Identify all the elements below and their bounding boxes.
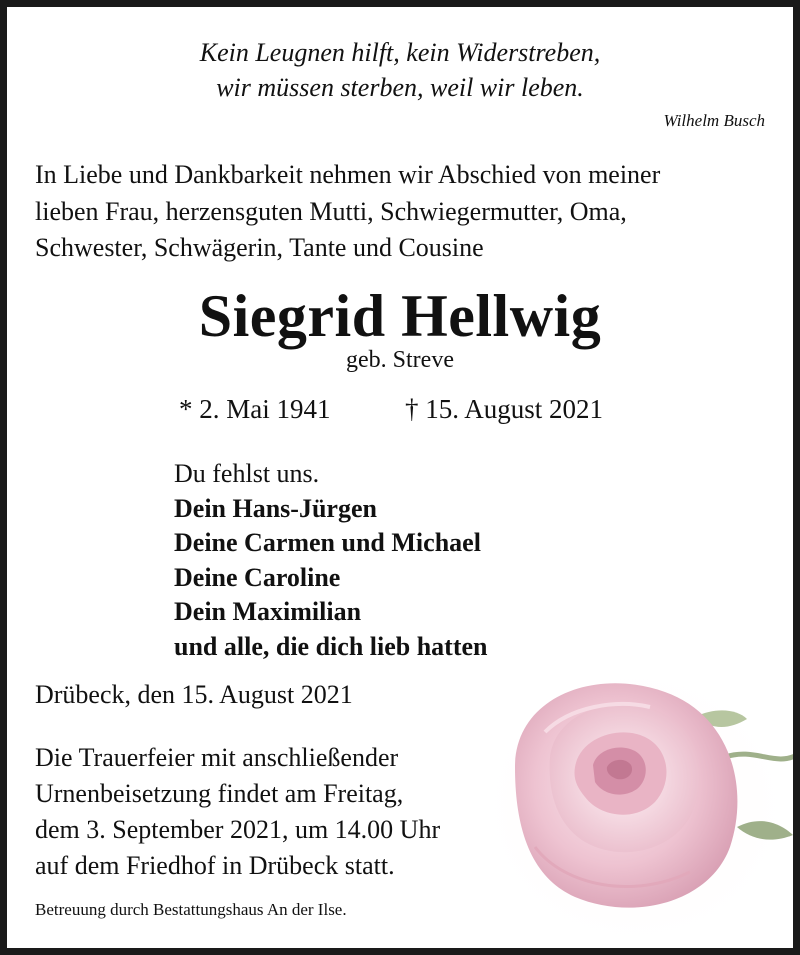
mourner-name: Deine Caroline [174,562,341,592]
mourner-name: Dein Maximilian [174,597,362,626]
intro-line-2: lieben Frau, herzensguten Mutti, Schwiegermutter, Oma, [35,196,627,226]
motto-author: Wilhelm Busch [663,111,765,130]
mourners-list [174,457,488,664]
service-line-4: auf dem Friedhof in Drübeck statt. [35,851,395,880]
service-line-3: dem 3. September 2021, um 14.00 Uhr [35,815,441,844]
mourner-name: und alle, die dich lieb hatten [174,631,488,661]
intro-line-3: Schwester, Schwägerin, Tante und Cousine [35,233,484,262]
service-info [35,740,440,884]
service-line-1: Die Trauerfeier mit anschließender [35,743,399,772]
rose-image [475,637,800,955]
intro-line-1: In Liebe und Dankbarkeit nehmen wir Abschied von meiner [35,160,661,189]
service-line-2: Urnenbeisetzung findet am Freitag, [35,779,404,808]
footer-note: Betreuung durch Bestattungshaus An der Ilse. [35,900,347,919]
deceased-name: Siegrid Hellwig [198,283,602,349]
motto-line-2: wir müssen sterben, weil wir leben. [216,73,584,102]
intro-text [35,157,660,267]
motto-line-1: Kein Leugnen hilft, kein Widerstreben, [199,38,601,67]
place-date: Drübeck, den 15. August 2021 [35,680,353,709]
birth-name: geb. Streve [346,347,454,373]
mourner-name: Deine Carmen und Michael [174,528,481,557]
death-date: † 15. August 2021 [405,394,604,424]
mourner-name: Dein Hans-Jürgen [174,493,377,523]
closing-line: Du fehlst uns. [174,459,320,488]
birth-date: * 2. Mai 1941 [179,394,331,424]
